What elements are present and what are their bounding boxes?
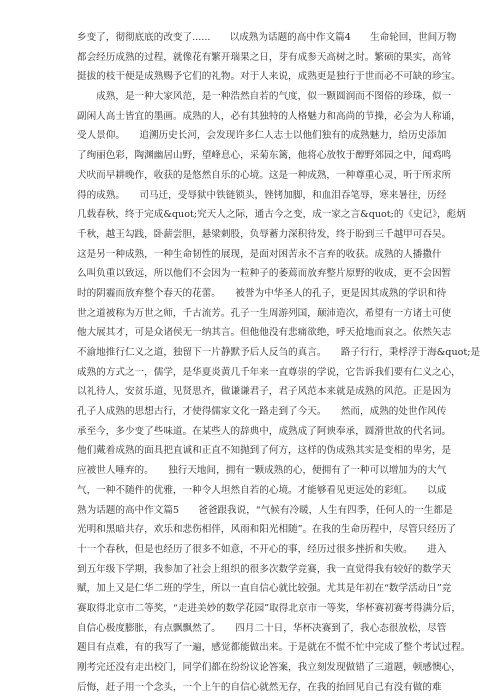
essay-text-body — [77, 28, 481, 697]
text-line: 了绚丽色彩，陶渊幽居山野，望峰息心，采菊东篱，他将心放牧于醇野郊园之中，闻鸡鸣 — [77, 150, 452, 162]
text-line: 乡变了，彻彻底底的改变了...... 以成熟为话题的高中作文篇4 生命轮回，世间万物 — [77, 32, 457, 43]
text-line: 自信心极度膨胀，有点飘飘然了。 四月二十日，华杯决赛到了，我心态很放松，尽管 — [77, 622, 447, 634]
text-line: 么叫负重以致远，所以他们不会因为一粒种子的萎蔫而放弃整片原野的收成，更不会因暂 — [77, 268, 452, 280]
text-line: 十一个春秋，但是也经历了很多不如意，不开心的事，经历过很多挫折和失败。 进入 — [77, 543, 447, 555]
text-line: 气，一种不随件的优雅，一种令人坦然自若的心境。才能够看见更远处的彩虹。 以成 — [77, 484, 447, 496]
text-line: 他们戴着成熟的面具把直诚和正直不知抛到了何方，这样的伪成熟其实是变相的卑劣，是 — [77, 445, 452, 457]
text-line: 世之道被称为万世之师，千古流芳。孔子一生周游列国，颠沛造次，希望有一方诸土可使 — [77, 307, 452, 319]
text-line: 时的阴霾而放弃整个春天的花蕾。 被誉为中华圣人的孔子，更是因其成熟的学识和待 — [77, 287, 447, 299]
text-line: 千秋，越王勾践，卧薪尝胆，悬梁刺股，负辱蓄力深积待发，终于盼到三千越甲可吞吴。 — [77, 228, 452, 240]
text-line: 得的成熟。 司马迁，受辱狱中铁链锁头，锉铐加脚，和血泪吞笔辱，寒来暑往，历经 — [77, 189, 447, 201]
text-line: 不渝地推行仁义之道，独留下一片静默予后人反刍的真言。 路子行行，秉桴浮于海&quot;是 — [77, 347, 481, 358]
text-line: 孔子人成熟的思想古行，才使得儒家文化一路走到了今天。 然而，成熟的处世作风传 — [77, 406, 447, 418]
text-line: 到五年级下学期，我参加了社会上组织的很多次数学竞赛，我一直觉得我有较好的数学天 — [77, 563, 452, 575]
text-line: 犬吠而早耕晚作，收获的是悠然自乐的心境。这是一种成熟，一种尊重心灵，听于所求所 — [77, 169, 452, 181]
text-line: 副闲人高士皆宜的墨画。成熟的人，必有其独特的人格魅力和高尚的节操，必会为人称诵， — [77, 110, 461, 122]
text-line: 他大展其才，可是众诸侯无一纳其言。但他他没有悲痛欲绝，呼天抢地而哀之。依然矢志 — [77, 327, 452, 339]
text-line: 光明和黑暗共存，欢乐和悲伤相伴，风雨和阳光相随”。在我的生命历程中，尽管只经历了 — [77, 524, 457, 536]
text-line: 受人景仰。 追溯历史长河，会发现许多仁人志士以他们独有的成熟魅力，给历史添加 — [77, 130, 447, 142]
text-line: 赋，加上又是仁华二班的学生，所以一直自信心就比较强。尤其是年初在“数学活动日”竞 — [77, 583, 452, 595]
text-line: 熟为话题的高中作文篇5 爸爸跟我说，“气候有冷暖，人生有四季，任何人的一生都是 — [77, 504, 453, 516]
text-line: 这是另一种成熟，一种生命韧性的展现，是面对困苦永不言弃的收获。成熟的人播撒什 — [77, 248, 442, 260]
text-line: 承至今，多少变了些味道。在某些人的辞典中，成熟成了阿谀奉承，圆滑世故的代名词。 — [77, 425, 452, 437]
text-line: 题目有点难，有的我写了一遍，感觉都能做出来。于是就在不慌不忙中完成了整个考试过程。 — [77, 642, 471, 654]
text-line: 都会经历成熟的过程，就像花有繁开瑞果之日，芽有成参天高树之时。繁硕的果实，高耸 — [77, 51, 452, 63]
text-line: 后悔，赶子用一个念头，一个上午的自信心就然无存，在我的抬回见自己有没有做的难 — [77, 681, 442, 693]
text-line: 成熟的方式之一，儒学，是华夏炎黄几千年来一直尊崇的学说，它告诉我们要有仁义之心， — [77, 366, 461, 378]
text-line: 刚考完还没有走出校门，同学们都在纷纷议论答案，我立刻发现做错了三道题，顿感懊心， — [77, 662, 461, 673]
text-line: 应被世人唾弃的。 独行天地间，拥有一颗成熟的心，便拥有了一种可以增加为的大气 — [77, 465, 447, 477]
text-line: 以礼待人，安贫乐道，见贤思齐，做谦谦君子，君子风范本来就是成熟的风范。正是因为 — [77, 386, 452, 398]
text-line: 成熟，是一种大家风范，是一种浩然自若的气度，似一颗圆润而不图俗的珍珠，似一 — [77, 91, 452, 103]
text-line: 赛取得北京市二等奖，“走进美妙的数学花园”取得北京市一等奖，华杯赛初赛考得满分后， — [77, 602, 461, 614]
text-line: 几载春秋，终于完成&quot;究天人之际，通古今之变，成一家之言&quot;的《史记》，彪炳 — [77, 209, 466, 221]
text-line: 挺拔的枝干便是成熟赐予它们的礼物。对于人来说，成熟更是独行于世而必不可缺的珍宝。 — [77, 71, 461, 83]
